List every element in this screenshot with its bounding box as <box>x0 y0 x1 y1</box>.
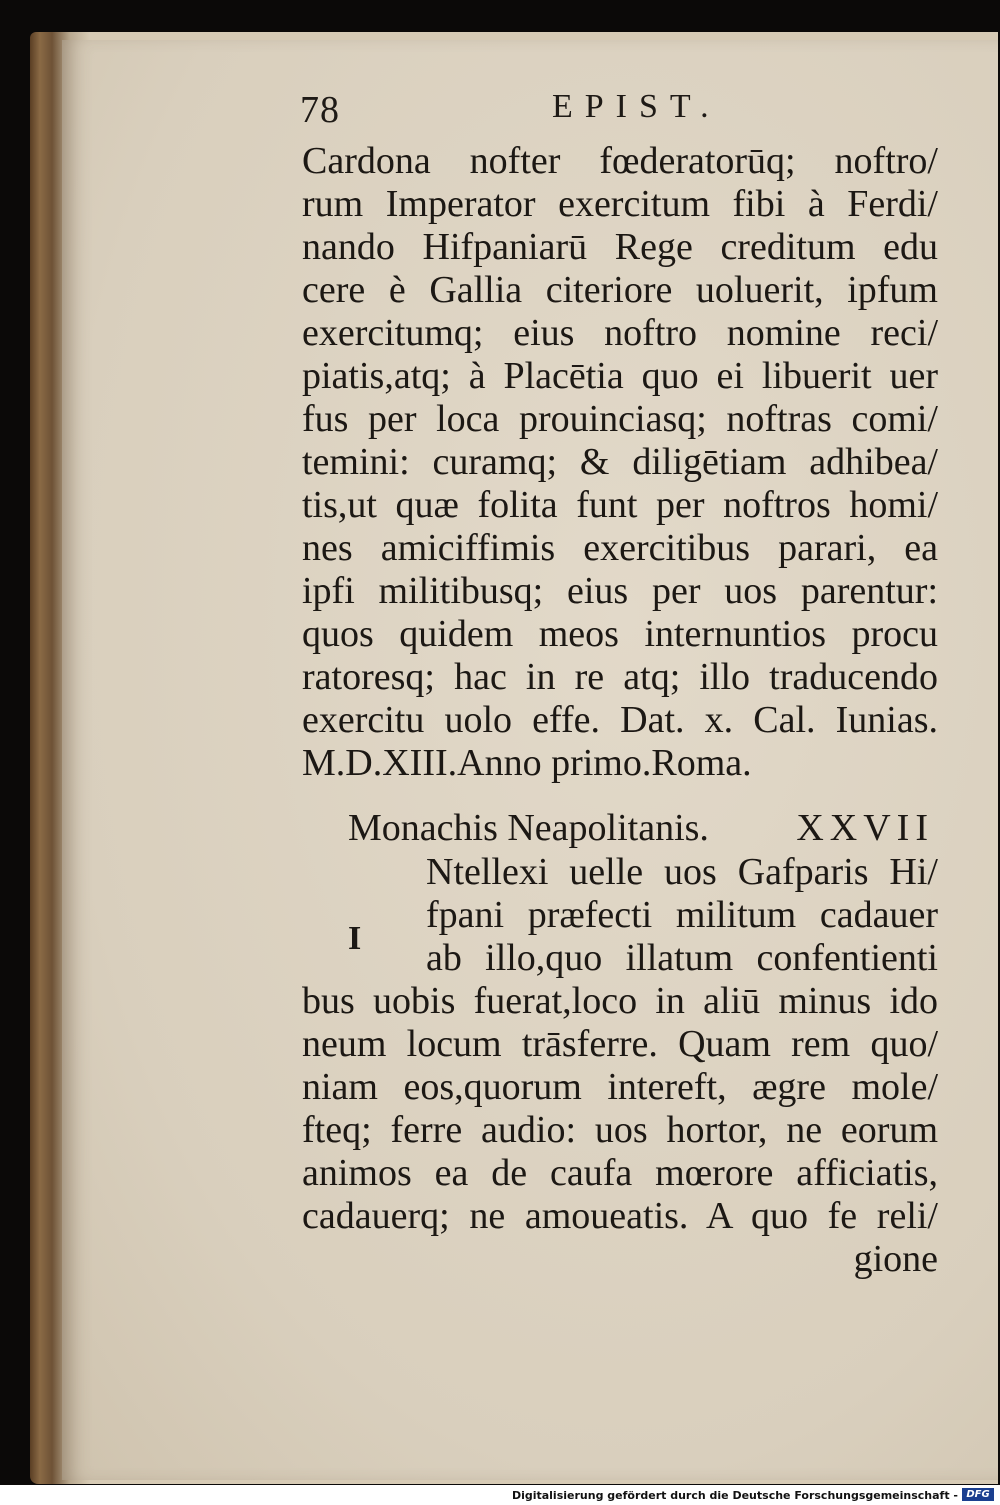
page-number: 78 <box>300 89 340 131</box>
footer-bar <box>0 1485 1000 1505</box>
footer-credit: Digitalisierung gefördert durch die Deutsche Forschungsgemeinschaft - <box>511 1489 958 1502</box>
text-line: ipfi militibusq; eius per uos parentur: <box>302 570 938 612</box>
text-line: M.D.XIII.Anno primo.Roma. <box>302 742 752 784</box>
text-line: cadauerq; ne amoueatis. A quo fe reli/ <box>302 1195 938 1237</box>
text-line: bus uobis fuerat,loco in aliū minus ido <box>302 980 938 1022</box>
text-block <box>302 140 938 1281</box>
catchword: gione <box>853 1238 938 1280</box>
text-line: temini: curamq; & diligētiam adhibea/ <box>302 441 938 483</box>
text-line: niam eos,quorum intereft, ægre mole/ <box>302 1066 938 1108</box>
text-line: ab illo,quo illatum confentienti <box>426 937 938 979</box>
text-line: rum Imperator exercitum fibi à Ferdi/ <box>302 183 938 225</box>
text-line: quos quidem meos internuntios procu <box>302 613 938 655</box>
text-line: Cardona nofter fœderatorūq; noftro/ <box>302 140 938 182</box>
text-line: tis,ut quæ folita funt per noftros homi/ <box>302 484 938 526</box>
text-line: neum locum trāsferre. Quam rem quo/ <box>302 1023 938 1065</box>
initial-letter: I <box>348 920 362 957</box>
text-line: nes amiciffimis exercitibus parari, ea <box>302 527 938 569</box>
running-title: EPIST. <box>552 88 721 125</box>
text-line: fus per loca prouinciasq; noftras comi/ <box>302 398 938 440</box>
text-line: exercitumq; eius noftro nomine reci/ <box>302 312 938 354</box>
text-line: exercitu uolo effe. Dat. x. Cal. Iunias. <box>302 699 938 741</box>
text-line: fteq; ferre audio: uos hortor, ne eorum <box>302 1109 938 1151</box>
letter-number: XXVII <box>796 807 934 849</box>
letter-heading <box>302 785 938 851</box>
text-line: ratoresq; hac in re atq; illo traducendo <box>302 656 938 698</box>
text-line: animos ea de caufa mœrore afficiatis, <box>302 1152 938 1194</box>
dfg-logo: DFG <box>962 1488 994 1501</box>
text-line: Ntellexi uelle uos Gafparis Hi/ <box>426 851 938 893</box>
text-line: cere è Gallia citeriore uoluerit, ipfum <box>302 269 938 311</box>
text-line: nando Hifpaniarū Rege creditum edu <box>302 226 938 268</box>
text-line: fpani præfecti militum cadauer <box>426 894 938 936</box>
page-header <box>300 88 940 138</box>
letter-heading-title: Monachis Neapolitanis. <box>348 807 709 849</box>
text-line: piatis,atq; à Placētia quo ei libuerit uer <box>302 355 938 397</box>
